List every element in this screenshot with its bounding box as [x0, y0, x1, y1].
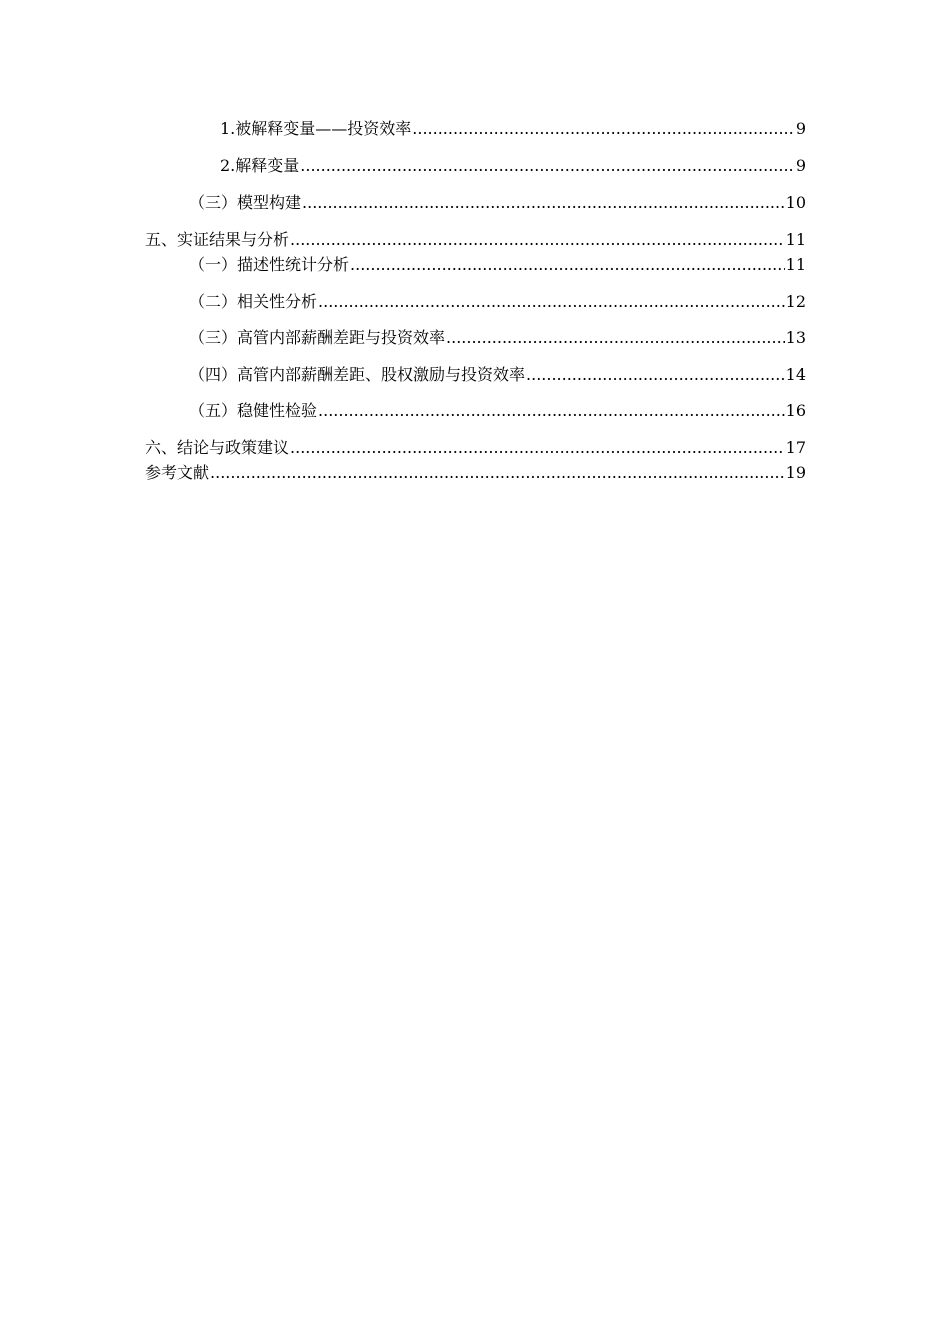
toc-dot-leader	[300, 155, 795, 177]
toc-entry[interactable]	[145, 155, 806, 177]
toc-entry-page: 14	[785, 365, 806, 384]
toc-entry-page: 12	[785, 292, 806, 311]
toc-entry-page: 17	[785, 438, 806, 457]
toc-entry[interactable]	[145, 291, 806, 313]
toc-dot-leader	[412, 118, 795, 140]
toc-entry-page: 13	[785, 328, 806, 347]
toc-entry-page: 9	[795, 156, 806, 175]
toc-dot-leader	[318, 400, 785, 422]
toc-entry-title: 五、实证结果与分析	[145, 230, 290, 249]
toc-entry-title: （三）高管内部薪酬差距与投资效率	[189, 328, 446, 347]
toc-dot-leader	[302, 192, 785, 214]
toc-entry-page: 19	[785, 463, 806, 482]
toc-entry-page: 16	[785, 401, 806, 420]
toc-entry-title: （五）稳健性检验	[189, 401, 318, 420]
toc-entry-title: 1.被解释变量——投资效率	[220, 119, 412, 138]
toc-entry-page: 9	[795, 119, 806, 138]
toc-entry-title: （三）模型构建	[189, 193, 302, 212]
toc-dot-leader	[318, 291, 785, 313]
toc-entry-title: 六、结论与政策建议	[145, 438, 290, 457]
toc-dot-leader	[526, 364, 785, 386]
toc-dot-leader	[290, 437, 785, 459]
toc-entry[interactable]	[145, 437, 806, 459]
toc-entry-title: 参考文献	[145, 463, 210, 482]
toc-entry-title: （一）描述性统计分析	[189, 255, 350, 274]
toc-entry-page: 11	[785, 255, 806, 274]
toc-entry[interactable]	[145, 327, 806, 349]
toc-entry[interactable]	[145, 364, 806, 386]
toc-entry[interactable]	[145, 462, 806, 484]
toc-entry[interactable]	[145, 254, 806, 276]
toc-entry-title: 2.解释变量	[220, 156, 300, 175]
toc-dot-leader	[446, 327, 785, 349]
toc-dot-leader	[210, 462, 785, 484]
toc-dot-leader	[350, 254, 785, 276]
toc-entry-title: （二）相关性分析	[189, 292, 318, 311]
toc-entry[interactable]	[145, 192, 806, 214]
toc-entry[interactable]	[145, 229, 806, 251]
toc-dot-leader	[290, 229, 785, 251]
toc-entry[interactable]	[145, 118, 806, 140]
toc-entry-page: 10	[785, 193, 806, 212]
toc-entry-page: 11	[785, 230, 806, 249]
toc-entry[interactable]	[145, 400, 806, 422]
toc-entry-title: （四）高管内部薪酬差距、股权激励与投资效率	[189, 365, 526, 384]
